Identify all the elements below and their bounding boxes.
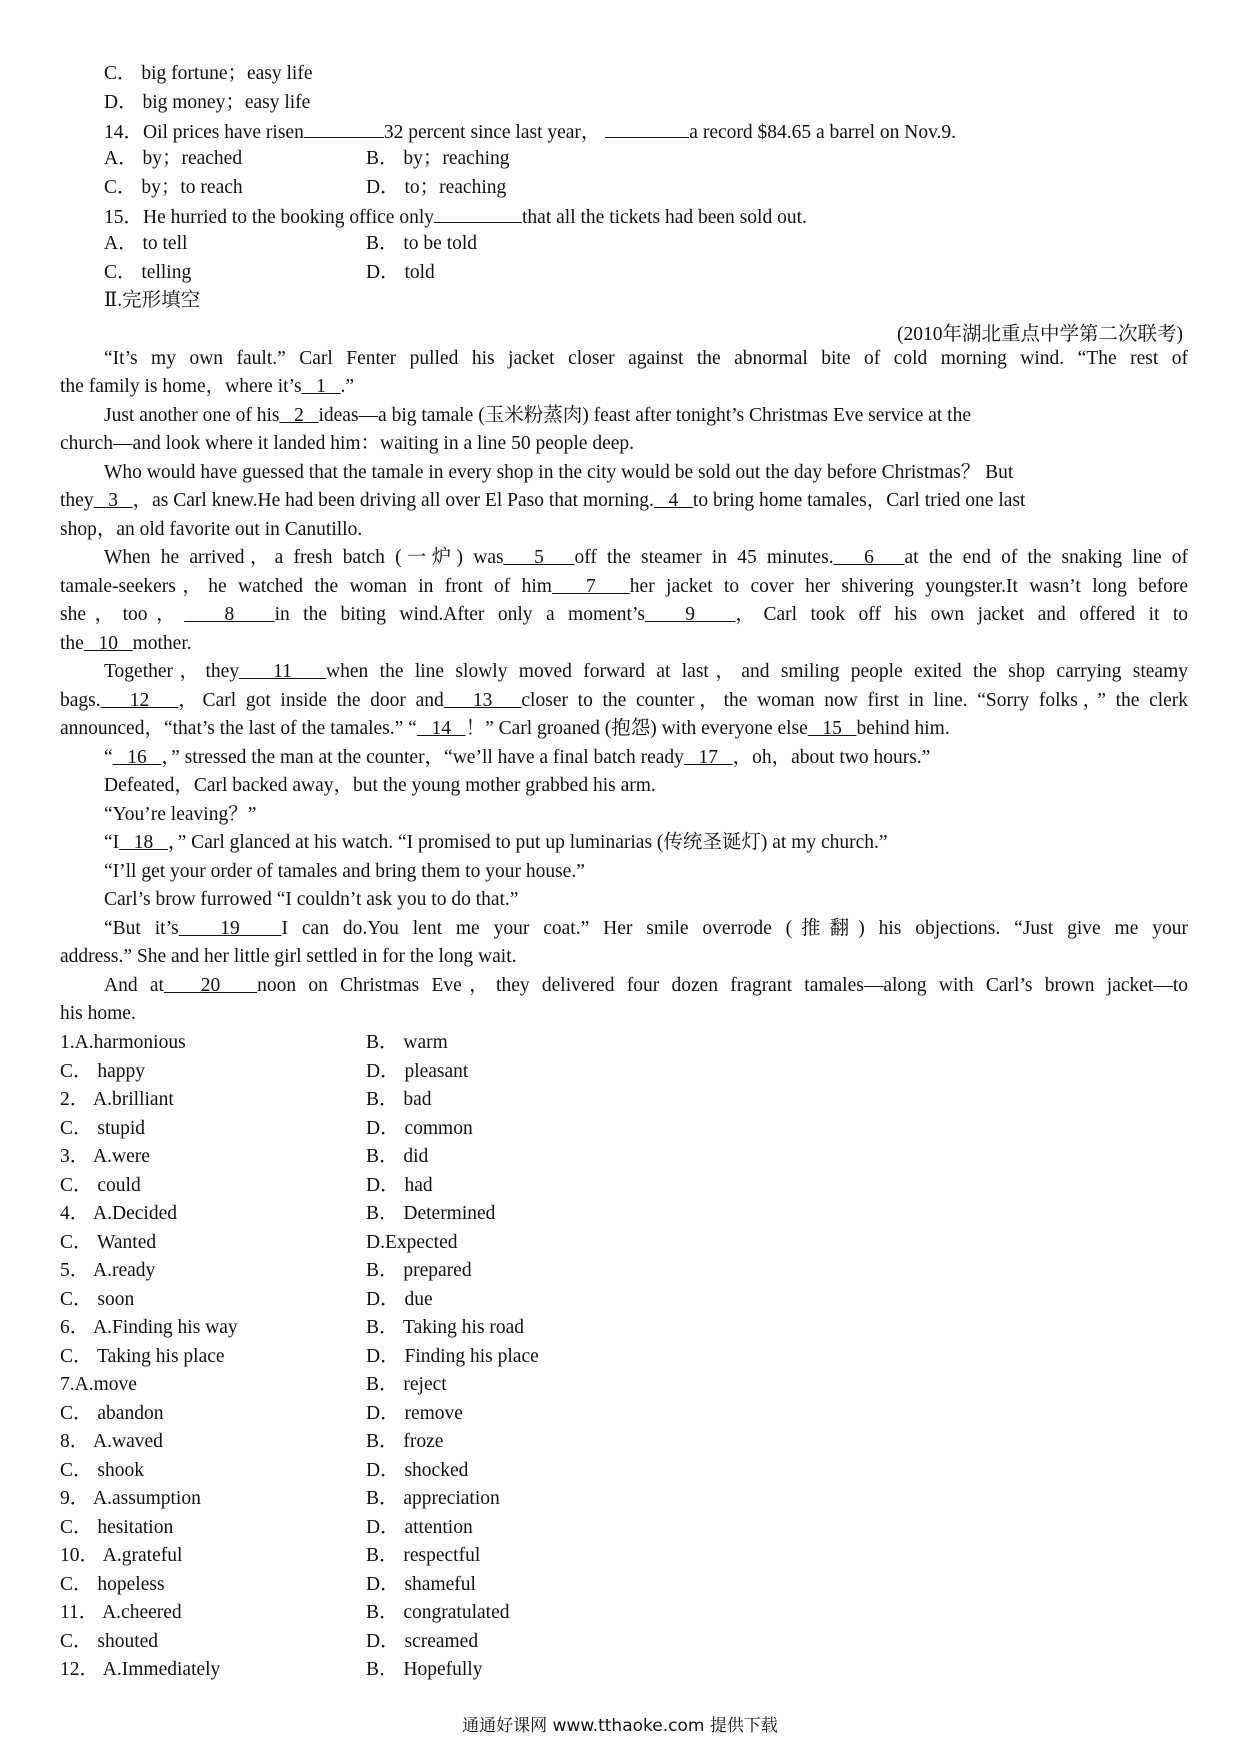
passage-line: announced，“that’s the last of the tamales.” “ 14 ！” Carl groaned (抱怨) with everyone else 15 behind him.	[60, 718, 950, 739]
option-d[interactable]: D． told	[366, 262, 435, 283]
option-left[interactable]: 11． A.cheered	[60, 1602, 182, 1623]
option-line	[104, 91, 310, 115]
passage-line: “I’ll get your order of tamales and bring them to your house.”	[104, 861, 585, 882]
blank-13[interactable]: 13	[472, 690, 493, 711]
question-number: 14．	[104, 122, 144, 143]
option-right[interactable]: D． Finding his place	[366, 1345, 539, 1367]
question-text: Oil prices have risen	[143, 122, 304, 143]
option-row	[60, 1430, 444, 1454]
option-row	[60, 1316, 525, 1340]
option-row	[60, 1088, 432, 1112]
option-left[interactable]: 2． A.brilliant	[60, 1089, 174, 1110]
source-note: (2010年湖北重点中学第二次联考)	[897, 324, 1183, 345]
option-left[interactable]: 12． A.Immediately	[60, 1659, 221, 1680]
passage-line: And at 20 noon on Christmas Eve，they delivered four dozen fragrant tamales—along with Carl’s brown jacket—to	[104, 975, 1189, 996]
option-row	[60, 1259, 472, 1283]
passage-line: “But it’s 19 I can do.You lent me your coat.” Her smile overrode (推翻) his objections. “Just give me your	[104, 918, 1189, 939]
option-b[interactable]: B． by；reaching	[366, 148, 510, 169]
passage-line: Carl’s brow furrowed “I couldn’t ask you to do that.”	[104, 889, 519, 910]
option-left[interactable]: C． hesitation	[60, 1516, 174, 1538]
question-text: 32 percent since last year，	[383, 122, 601, 143]
blank-5[interactable]: 5	[534, 547, 544, 568]
blank-6[interactable]: 6	[864, 547, 874, 568]
option-left[interactable]: 9． A.assumption	[60, 1488, 201, 1509]
option-text: C． big fortune；easy life	[104, 63, 313, 84]
passage-line: she，too， 8 in the biting wind.After only a moment’s 9 ，Carl took off his own jacket and offered it to	[60, 604, 1189, 625]
answer-blank[interactable]	[434, 204, 522, 223]
option-left[interactable]: 4． A.Decided	[60, 1203, 177, 1224]
option-right[interactable]: B． bad	[366, 1089, 432, 1110]
option-row	[60, 1117, 473, 1141]
passage-line: shop，an old favorite out in Canutillo.	[60, 519, 363, 540]
option-row	[60, 1060, 469, 1084]
option-right[interactable]: D． attention	[366, 1516, 473, 1538]
passage-line: “ 16 ，” stressed the man at the counter，“we’ll have a final batch ready 17 ，oh，about two hours.”	[104, 747, 931, 768]
option-right[interactable]: B． reject	[366, 1374, 447, 1395]
option-row	[60, 1459, 469, 1483]
passage-line: Who would have guessed that the tamale in every shop in the city would be sold out the day before Christmas？ But	[104, 462, 1014, 483]
passage-line: “It’s my own fault.” Carl Fenter pulled his jacket closer against the abnormal bite of cold morning wind. “The rest of	[104, 348, 1188, 369]
option-row	[60, 1658, 483, 1682]
option-row	[104, 232, 478, 256]
option-right[interactable]: D.Expected	[366, 1231, 458, 1253]
passage-line: “You’re leaving？”	[104, 804, 257, 825]
option-right[interactable]: D． due	[366, 1288, 433, 1310]
option-line	[104, 62, 313, 86]
option-right[interactable]: B． Determined	[366, 1203, 496, 1224]
passage-line: his home.	[60, 1003, 136, 1024]
option-row	[60, 1601, 510, 1625]
passage-line: tamale-seekers，he watched the woman in front of him 7 her jacket to cover her shivering youngster.It wasn’t long before	[60, 576, 1189, 597]
option-right[interactable]: D． remove	[366, 1402, 463, 1424]
option-c[interactable]: C． by；to reach	[104, 177, 243, 198]
option-right[interactable]: D． common	[366, 1117, 473, 1139]
option-right[interactable]: D． had	[366, 1174, 433, 1196]
option-left[interactable]: C． hopeless	[60, 1573, 165, 1595]
blank-7[interactable]: 7	[586, 576, 596, 597]
option-right[interactable]: D． screamed	[366, 1630, 479, 1652]
question-text: that all the tickets had been sold out.	[522, 207, 807, 228]
option-row	[60, 1231, 458, 1255]
question-number: 15．	[104, 207, 144, 228]
passage-line: they 3 ，as Carl knew.He had been driving all over El Paso that morning. 4 to bring home tamales，Carl tried one last	[60, 490, 1026, 511]
option-left[interactable]: C． shouted	[60, 1630, 159, 1652]
option-row	[60, 1487, 500, 1511]
option-left[interactable]: 10． A.grateful	[60, 1545, 183, 1566]
option-row	[60, 1174, 433, 1198]
blank-16[interactable]: 16	[127, 747, 147, 768]
footer-text: 通通好课网 www.tthaoke.com 提供下载	[462, 1716, 778, 1736]
option-row	[104, 176, 507, 200]
question-text: a record $84.65 a barrel on Nov.9.	[689, 122, 957, 143]
option-left[interactable]: 6． A.Finding his way	[60, 1317, 238, 1338]
option-row	[60, 1373, 447, 1397]
option-text: D． big money；easy life	[104, 92, 311, 113]
blank-2[interactable]: 2	[294, 405, 304, 426]
option-left[interactable]: 3． A.were	[60, 1146, 150, 1167]
blank-9[interactable]: 9	[685, 604, 696, 625]
option-right[interactable]: B． warm	[366, 1032, 448, 1053]
section-heading: Ⅱ.完形填空	[104, 290, 201, 311]
option-b[interactable]: B． to be told	[366, 233, 478, 254]
option-left[interactable]: C． abandon	[60, 1402, 164, 1424]
option-row	[104, 147, 510, 171]
blank-17[interactable]: 17	[698, 747, 719, 768]
option-right[interactable]: B． did	[366, 1146, 429, 1167]
blank-14[interactable]: 14	[431, 718, 451, 739]
option-left[interactable]: 8． A.waved	[60, 1431, 163, 1452]
passage-line: Together，they 11 when the line slowly moved forward at last，and smiling people exited the shop carrying steamy	[104, 661, 1188, 682]
option-row	[60, 1573, 476, 1597]
blank-3[interactable]: 3	[108, 490, 118, 511]
option-right[interactable]: B． appreciation	[366, 1488, 500, 1509]
blank-19[interactable]: 19	[220, 918, 240, 939]
option-right[interactable]: B． congratulated	[366, 1602, 510, 1623]
passage-line: church—and look where it landed him：waiting in a line 50 people deep.	[60, 433, 635, 454]
option-row	[60, 1630, 479, 1654]
option-left[interactable]: C． happy	[60, 1060, 146, 1082]
option-row	[60, 1402, 463, 1426]
question-15	[104, 204, 807, 230]
blank-10[interactable]: 10	[98, 633, 118, 654]
blank-15[interactable]: 15	[822, 718, 842, 739]
option-right[interactable]: B． Hopefully	[366, 1659, 483, 1680]
passage-line: the 10 mother.	[60, 633, 192, 654]
blank-1[interactable]: 1	[316, 376, 326, 397]
option-a[interactable]: A． to tell	[104, 233, 188, 254]
passage-line: address.” She and her little girl settled in for the long wait.	[60, 946, 517, 967]
answer-blank[interactable]	[304, 119, 384, 138]
passage-line: “I 18 ，” Carl glanced at his watch. “I promised to put up luminarias (传统圣诞灯) at my church.”	[104, 832, 888, 853]
option-right[interactable]: B． respectful	[366, 1545, 481, 1566]
option-left[interactable]: C． could	[60, 1174, 141, 1196]
option-row	[60, 1544, 481, 1568]
question-text: He hurried to the booking office only	[143, 207, 435, 228]
option-right[interactable]: B． froze	[366, 1431, 444, 1452]
option-d[interactable]: D． to；reaching	[366, 177, 507, 198]
option-c[interactable]: C． telling	[104, 262, 192, 283]
question-14	[104, 119, 956, 145]
option-row	[60, 1345, 539, 1369]
passage-line: Defeated，Carl backed away，but the young mother grabbed his arm.	[104, 775, 656, 796]
option-row	[60, 1288, 433, 1312]
option-a[interactable]: A． by；reached	[104, 148, 243, 169]
blank-8[interactable]: 8	[224, 604, 235, 625]
blank-20[interactable]: 20	[200, 975, 221, 996]
blank-18[interactable]: 18	[133, 832, 154, 853]
option-left[interactable]: 5． A.ready	[60, 1260, 156, 1281]
passage-line: bags. 12 ，Carl got inside the door and 13 closer to the counter，the woman now first in line. “Sorry folks，” the clerk	[60, 690, 1189, 711]
option-row	[60, 1516, 473, 1540]
option-left[interactable]: C． Wanted	[60, 1231, 157, 1253]
passage-line: When he arrived，a fresh batch (一炉) was 5 off the steamer in 45 minutes. 6 at the end of the snaking line of	[104, 547, 1189, 568]
option-right[interactable]: D． shameful	[366, 1573, 476, 1595]
blank-11[interactable]: 11	[273, 661, 292, 682]
passage-line: Just another one of his 2 ideas—a big tamale (玉米粉蒸肉) feast after tonight’s Christmas Eve service at the	[104, 405, 972, 426]
option-right[interactable]: B． prepared	[366, 1260, 472, 1281]
option-row	[104, 261, 435, 285]
option-right[interactable]: B． Taking his road	[366, 1317, 525, 1338]
option-row	[60, 1031, 448, 1055]
option-row	[60, 1145, 429, 1169]
option-left[interactable]: 1.A.harmonious	[60, 1032, 186, 1053]
option-row	[60, 1202, 496, 1226]
option-left[interactable]: C． soon	[60, 1288, 135, 1310]
option-left[interactable]: C． Taking his place	[60, 1345, 225, 1367]
option-left[interactable]: 7.A.move	[60, 1374, 137, 1395]
passage-line: the family is home，where it’s 1 .”	[60, 376, 355, 397]
blank-4[interactable]: 4	[668, 490, 679, 511]
blank-12[interactable]: 12	[129, 690, 150, 711]
option-right[interactable]: D． shocked	[366, 1459, 469, 1481]
option-left[interactable]: C． shook	[60, 1459, 144, 1481]
answer-blank[interactable]	[605, 119, 689, 138]
option-right[interactable]: D． pleasant	[366, 1060, 469, 1082]
option-left[interactable]: C． stupid	[60, 1117, 146, 1139]
